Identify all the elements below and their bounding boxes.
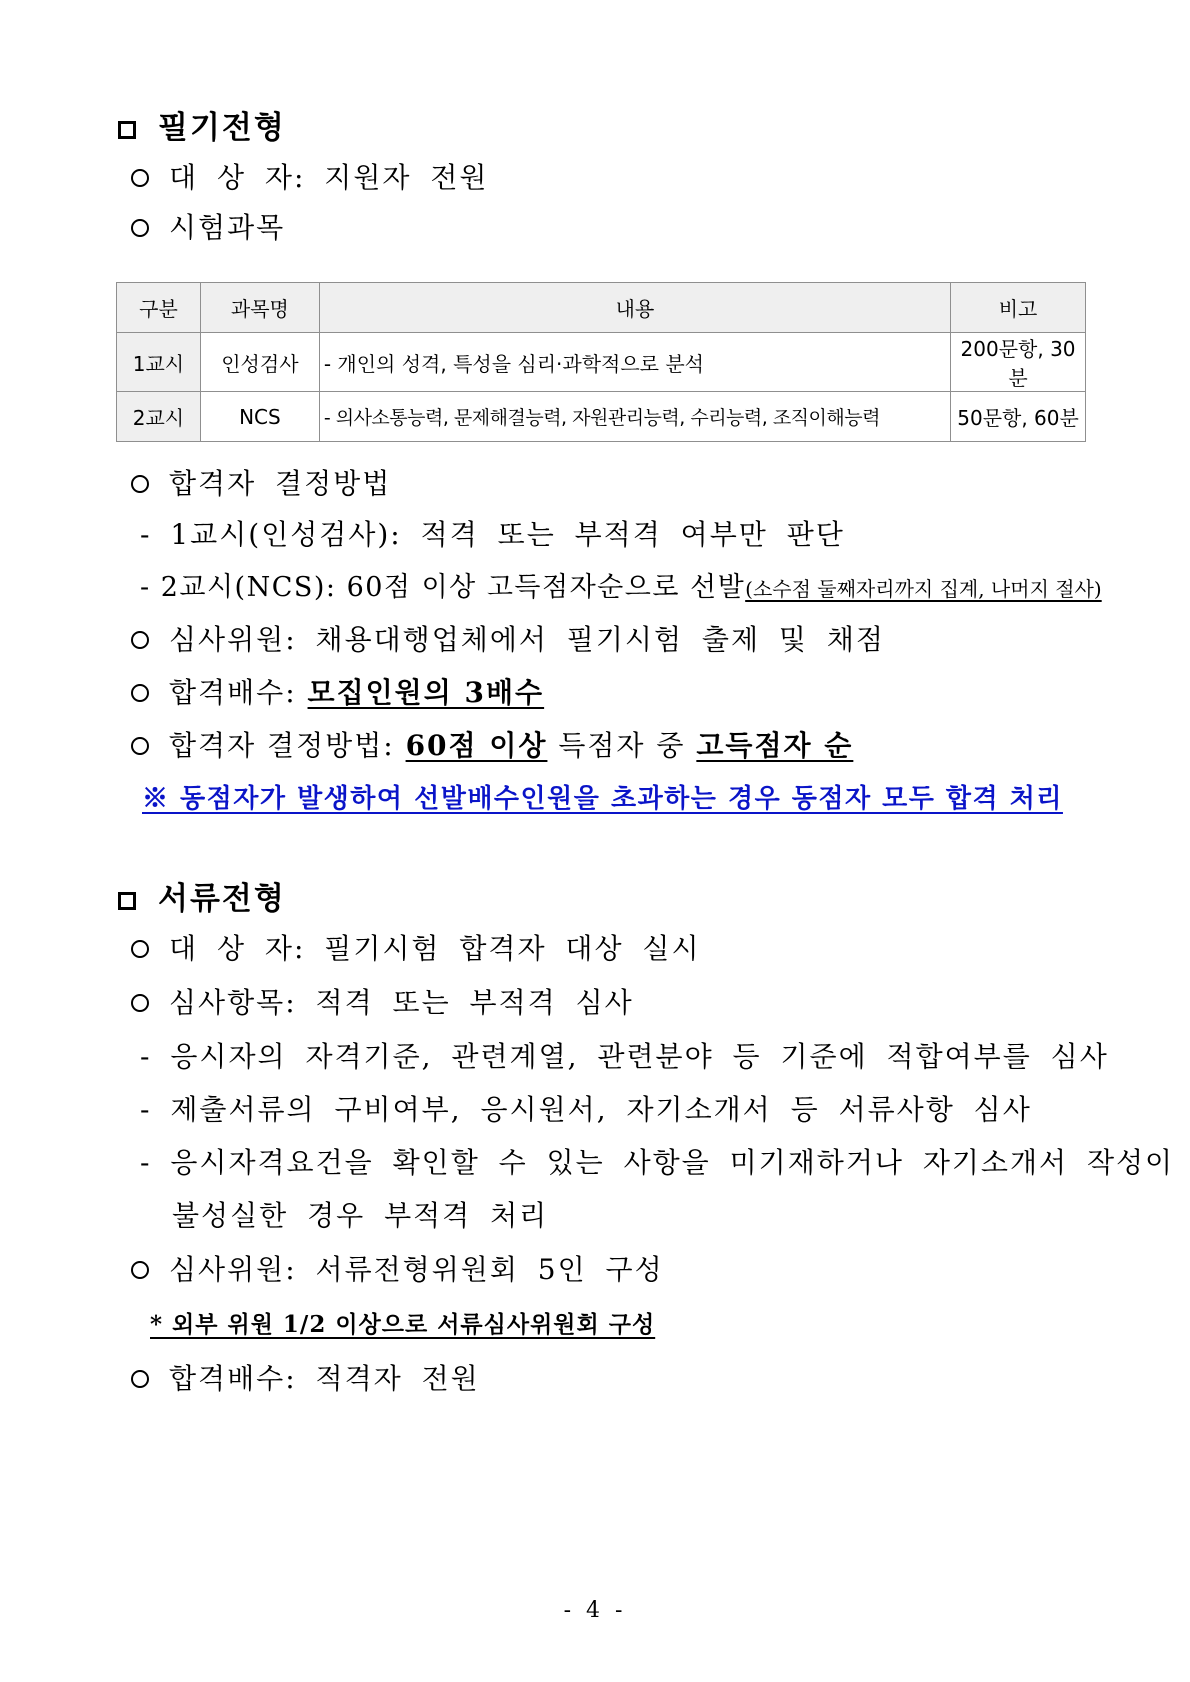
table-header-row (117, 283, 1086, 333)
period-cell: 2교시 (117, 392, 201, 442)
external-member-note: * 외부 위원 1/2 이상으로 서류심사위원회 구성 (150, 1311, 656, 1338)
checkbox-square-icon (118, 121, 136, 139)
section-heading-written-exam: 필기전형 (118, 102, 286, 147)
subject-cell: NCS (200, 392, 319, 442)
document-item-1: - 응시자의 자격기준, 관련계열, 관련분야 등 기준에 적합여부를 심사 (140, 1040, 1109, 1073)
circle-bullet-icon (131, 169, 149, 187)
section-heading-document-screening: 서류전형 (118, 873, 286, 918)
note-cell: 200문항, 30분 (951, 333, 1086, 392)
document-item-2: - 제출서류의 구비여부, 응시원서, 자기소개서 등 서류사항 심사 (140, 1093, 1032, 1126)
written-subjects-label: 시험과목 (131, 206, 285, 246)
circle-bullet-icon (131, 219, 149, 237)
content-cell: - 의사소통능력, 문제해결능력, 자원관리능력, 수리능력, 조직이해능력 (319, 392, 950, 442)
circle-bullet-icon (131, 684, 149, 702)
document-item-3-line-1: - 응시자격요건을 확인할 수 있는 사항을 미기재하거나 자기소개서 작성이 (140, 1146, 1175, 1179)
page-number: - 4 - (563, 1598, 627, 1623)
table-header-cell: 구분 (117, 283, 201, 333)
document-items-label: 심사항목: 적격 또는 부적격 심사 (131, 981, 634, 1021)
circle-bullet-icon (131, 994, 149, 1012)
document-target: 대 상 자: 필기시험 합격자 대상 실시 (131, 927, 701, 967)
ranking-rule: 고득점자 순 (696, 729, 854, 762)
pass-ratio-value: 모집인원의 3배수 (307, 676, 545, 709)
table-row (117, 333, 1086, 392)
score-threshold: 60점 이상 (405, 729, 548, 762)
table-row (117, 392, 1086, 442)
circle-bullet-icon (131, 631, 149, 649)
tie-note: ※ 동점자가 발생하여 선발배수인원을 초과하는 경우 동점자 모두 합격 처리 (142, 784, 1063, 814)
circle-bullet-icon (131, 1370, 149, 1388)
period-cell: 1교시 (117, 333, 201, 392)
circle-bullet-icon (131, 1261, 149, 1279)
subject-cell: 인성검사 (200, 333, 319, 392)
circle-bullet-icon (131, 475, 149, 493)
document-pass-ratio: 합격배수: 적격자 전원 (131, 1357, 480, 1397)
rounding-note: (소수점 둘째자리까지 집계, 나머지 절사) (745, 577, 1102, 601)
circle-bullet-icon (131, 737, 149, 755)
written-target: 대 상 자: 지원자 전원 (131, 156, 488, 196)
table-header-cell: 과목명 (200, 283, 319, 333)
decision-method-label: 합격자 결정방법 (131, 462, 391, 502)
table-header-cell: 내용 (319, 283, 950, 333)
content-cell: - 개인의 성격, 특성을 심리·과학적으로 분석 (319, 333, 950, 392)
written-pass-ratio: 합격배수: 모집인원의 3배수 (131, 671, 544, 711)
document-item-3-line-2: 불성실한 경우 부적격 처리 (172, 1199, 549, 1232)
decision-method-item-2: - 2교시(NCS): 60점 이상 고득점자순으로 선발(소수점 둘째자리까지 집계, 나머지 절사) (140, 572, 1102, 603)
circle-bullet-icon (131, 940, 149, 958)
written-decision: 합격자 결정방법: 60점 이상 득점자 중 고득점자 순 (131, 724, 853, 764)
subjects-table (116, 282, 1086, 442)
written-examiners: 심사위원: 채용대행업체에서 필기시험 출제 및 채점 (131, 618, 885, 658)
table-header-cell: 비고 (951, 283, 1086, 333)
note-cell: 50문항, 60분 (951, 392, 1086, 442)
document-examiners: 심사위원: 서류전형위원회 5인 구성 (131, 1248, 664, 1288)
checkbox-square-icon (118, 892, 136, 910)
decision-method-item-1: - 1교시(인성검사): 적격 또는 부적격 여부만 판단 (140, 518, 845, 551)
